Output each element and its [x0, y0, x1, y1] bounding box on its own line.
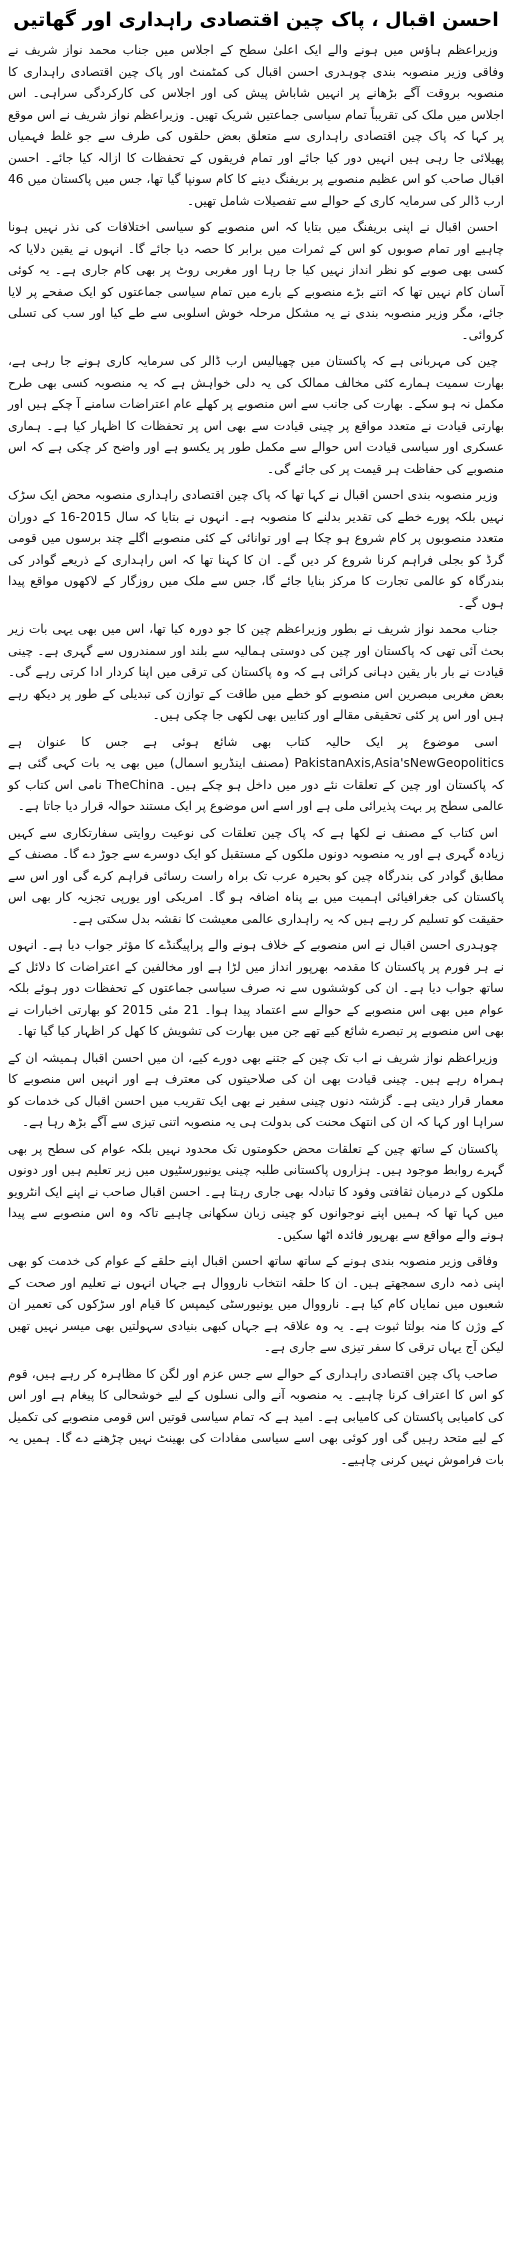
paragraph-book-reference — [8, 732, 504, 818]
book-series-suffix: نامی اس کتاب کو عالمی سطح پر بہت پذیرائی ملی ہے اور اسے اس موضوع پر ایک مستند حوالہ قرار دیا جاتا ہے۔ — [8, 777, 504, 813]
paragraph-10: پاکستان کے ساتھ چین کے تعلقات محض حکومتوں تک محدود نہیں بلکہ عوام کی سطح پر بھی گہرے روابط موجود ہیں۔ ہزاروں پاکستانی طلبہ چینی یونیورسٹیوں میں زیر تعلیم ہیں اور دونوں ملکوں کے درمیان ثقافتی وفود کا تبادلہ بھی جاری رہتا ہے۔ احسن اقبال صاحب نے اپنے ایک انٹرویو میں کہا تھا کہ ہمیں اپنے نوجوانوں کو چینی زبان سکھانی چاہیے تاکہ وہ اس منصوبے سے پیدا ہونے والے مواقع سے بھرپور فائدہ اٹھا سکیں۔ — [8, 1141, 504, 1242]
book-title-english: PakistanAxis,Asia'sNewGeopolitics — [294, 756, 504, 770]
paragraph-5: جناب محمد نواز شریف نے بطور وزیراعظم چین کا جو دورہ کیا تھا، اس میں بھی یہی بات زیر بحث آئی تھی کہ پاکستان اور چین کی دوستی ہمالیہ سے بلند اور سمندروں سے گہری ہے۔ چینی قیادت نے بار بار یقین دہانی کرائی ہے کہ وہ پاکستان کی ترقی میں اپنا کردار ادا کرتی رہے گی۔ بعض مغربی مبصرین اس منصوبے کو خطے میں طاقت کے توازن کی تبدیلی کے طور پر دیکھ رہے ہیں اور اس پر کئی تحقیقی مقالے اور کتابیں بھی لکھی جا چکی ہیں۔ — [8, 622, 504, 722]
paragraph-12: صاحب پاک چین اقتصادی راہداری کے حوالے سے جس عزم اور لگن کا مظاہرہ کر رہے ہیں، قوم کو اس کا اعتراف کرنا چاہیے۔ یہ منصوبہ آنے والی نسلوں کے لیے خوشحالی کا پیغام ہے اور اس کی کامیابی پاکستان کی کامیابی ہے۔ امید ہے کہ تمام سیاسی قوتیں اس قومی منصوبے کی تکمیل کے لیے متحد رہیں گی اور کوئی بھی اسے سیاسی مفادات کی بھینٹ نہیں چڑھنے دے گا۔ ہمیں یہ بات فراموش نہیں کرنی چاہیے۔ — [8, 1366, 504, 1467]
book-title-suffix: (مصنف اینڈریو اسمال) میں بھی یہ بات کہی گئی ہے کہ پاکستان اور چین کے تعلقات نئے دور میں داخل ہو چکے ہیں۔ — [8, 756, 505, 792]
paragraph-1: وزیراعظم ہاؤس میں ہونے والے ایک اعلیٰ سطح کے اجلاس میں جناب محمد نواز شریف نے وفاقی وزیر منصوبہ بندی چوہدری احسن اقبال کی کمٹمنٹ اور پاک چین اقتصادی راہداری کا منصوبہ بروقت آگے بڑھانے پر انہیں شاباش پیش کی اور اجلاس کی کارکردگی سراہی۔ اس اجلاس میں ملک کی تقریباً تمام سیاسی جماعتیں شریک تھیں۔ وزیراعظم نواز شریف نے اس موقع پر کہا کہ پاک چین اقتصادی راہداری سے متعلق بعض حلقوں کی طرف سے جو غلط فہمیاں پھیلائی جا رہی ہیں انہیں دور کیا جائے اور تمام فریقوں کے تحفظات کا ازالہ کیا جائے۔ احسن اقبال صاحب کو اس عظیم منصوبے پر بریفنگ دینے کا کام سونپا گیا تھا، جس میں پاکستان میں 46 ارب ڈالر کی سرمایہ کاری کے حوالے سے تفصیلات شامل تھیں۔ — [8, 43, 504, 208]
paragraph-8: چوہدری احسن اقبال نے اس منصوبے کے خلاف ہونے والے پراپیگنڈے کا مؤثر جواب دیا ہے۔ انہوں نے ہر فورم پر پاکستان کا مقدمہ بھرپور انداز میں لڑا ہے اور مخالفین کے اعتراضات کا دلائل کے ساتھ جواب دیا ہے۔ ان کی کوششوں سے نہ صرف سیاسی جماعتوں کے تحفظات دور ہوئے بلکہ عوام میں بھی اس منصوبے کے حوالے سے اعتماد پیدا ہوا۔ 21 مئی 2015 کو بھارتی اخبارات نے بھی اس منصوبے پر تبصرے شائع کیے تھے جن میں بھارت کی تشویش کا کھل کر اظہار کیا گیا تھا۔ — [8, 938, 504, 1038]
book-intro-text: اسی موضوع پر ایک حالیہ کتاب بھی شائع ہوئی ہے جس کا عنوان ہے — [8, 734, 498, 749]
paragraph-11: وفاقی وزیر منصوبہ بندی ہونے کے ساتھ ساتھ احسن اقبال اپنے حلقے کے عوام کی خدمت کو بھی اپنی ذمہ داری سمجھتے ہیں۔ ان کا حلقہ انتخاب نارووال ہے جہاں انہوں نے تعلیم اور صحت کے شعبوں میں نمایاں کام کیا ہے۔ نارووال میں یونیورسٹی کیمپس کا قیام اور سڑکوں کی تعمیر ان کے وژن کا منہ بولتا ثبوت ہے۔ یہ وہ علاقہ ہے جہاں کبھی بنیادی سہولتیں بھی میسر نہیں تھیں لیکن آج یہاں ترقی کا سفر تیزی سے جاری ہے۔ — [8, 1254, 504, 1354]
paragraph-2: احسن اقبال نے اپنی بریفنگ میں بتایا کہ اس منصوبے کو سیاسی اختلافات کی نذر نہیں ہونا چاہیے اور تمام صوبوں کو اس کے ثمرات میں برابر کا حصہ دیا جائے گا۔ انہوں نے یقین دلایا کہ کسی بھی صوبے کو نظر انداز نہیں کیا جا رہا اور مغربی روٹ پر بھی کام جاری ہے۔ یہ کوئی آسان کام نہیں تھا کہ اتنے بڑے منصوبے کے بارے میں تمام سیاسی جماعتوں کو ایک صفحے پر لایا جائے، مگر وزیر منصوبہ بندی نے یہ مشکل مرحلہ خوش اسلوبی سے طے کیا اور سب کی تسلی کروائی۔ — [8, 220, 504, 342]
paragraph-7: اس کتاب کے مصنف نے لکھا ہے کہ پاک چین تعلقات کی نوعیت روایتی سفارتکاری سے کہیں زیادہ گہری ہے اور یہ منصوبہ دونوں ملکوں کے مستقبل کو ایک دوسرے سے جوڑ دے گا۔ مصنف کے مطابق گوادر کی بندرگاہ چین کو بحیرہ عرب تک براہ راست رسائی فراہم کرے گی اور اس سے پاکستان کی جغرافیائی اہمیت میں بے پناہ اضافہ ہو گا۔ امریکی اور یورپی تجزیہ کار بھی اس حقیقت کو تسلیم کر رہے ہیں کہ یہ راہداری عالمی معیشت کا نقشہ بدل سکتی ہے۔ — [8, 825, 504, 926]
paragraph-4: وزیر منصوبہ بندی احسن اقبال نے کہا تھا کہ پاک چین اقتصادی راہداری منصوبہ محض ایک سڑک نہیں بلکہ پورے خطے کی تقدیر بدلنے کا منصوبہ ہے۔ انہوں نے بتایا کہ سال 2015-16 کے دوران متعدد منصوبوں پر کام شروع ہو چکا ہے اور توانائی کے کئی منصوبے اگلے چند برسوں میں قومی گرڈ کو بجلی فراہم کرنا شروع کر دیں گے۔ ان کا کہنا تھا کہ اس راہداری کے ذریعے گوادر کی بندرگاہ کو عالمی تجارت کا مرکز بنایا جائے گا، جس سے ملک میں روزگار کے لاکھوں مواقع پیدا ہوں گے۔ — [8, 488, 504, 610]
paragraph-3: چین کی مہربانی ہے کہ پاکستان میں چھیالیس ارب ڈالر کی سرمایہ کاری ہونے جا رہی ہے، بھارت سمیت ہمارے کئی مخالف ممالک کی یہ دلی خواہش ہے کہ یہ منصوبہ کسی بھی طرح مکمل نہ ہو سکے۔ بھارت کی جانب سے اس منصوبے پر کھلے عام اعتراضات سامنے آ چکے ہیں اور بھارتی قیادت نے متعدد مواقع پر چینی قیادت سے بھی اس پر تحفظات کا اظہار کیا ہے۔ ہماری عسکری اور سیاسی قیادت اس حوالے سے مکمل طور پر یکسو ہے اور واضح کر چکی ہے کہ اس منصوبے کی حفاظت ہر قیمت پر کی جائے گی۔ — [8, 354, 504, 476]
book-series-english: TheChina — [106, 777, 165, 792]
article-title: احسن اقبال ، پاک چین اقتصادی راہداری اور گھاتیں — [13, 9, 499, 31]
paragraph-9: وزیراعظم نواز شریف نے اب تک چین کے جتنے بھی دورے کیے، ان میں احسن اقبال ہمیشہ ان کے ہمراہ رہے ہیں۔ چینی قیادت بھی ان کی صلاحیتوں کی معترف ہے اور انہیں اس منصوبے کا معمار قرار دیتی ہے۔ گزشتہ دنوں چینی سفیر نے بھی ایک تقریب میں احسن اقبال کی خدمات کو سراہا اور کہا کہ ان کی انتھک محنت کی بدولت ہی یہ منصوبہ اتنی تیزی سے آگے بڑھ رہا ہے۔ — [8, 1050, 504, 1129]
article-body — [8, 40, 504, 1471]
